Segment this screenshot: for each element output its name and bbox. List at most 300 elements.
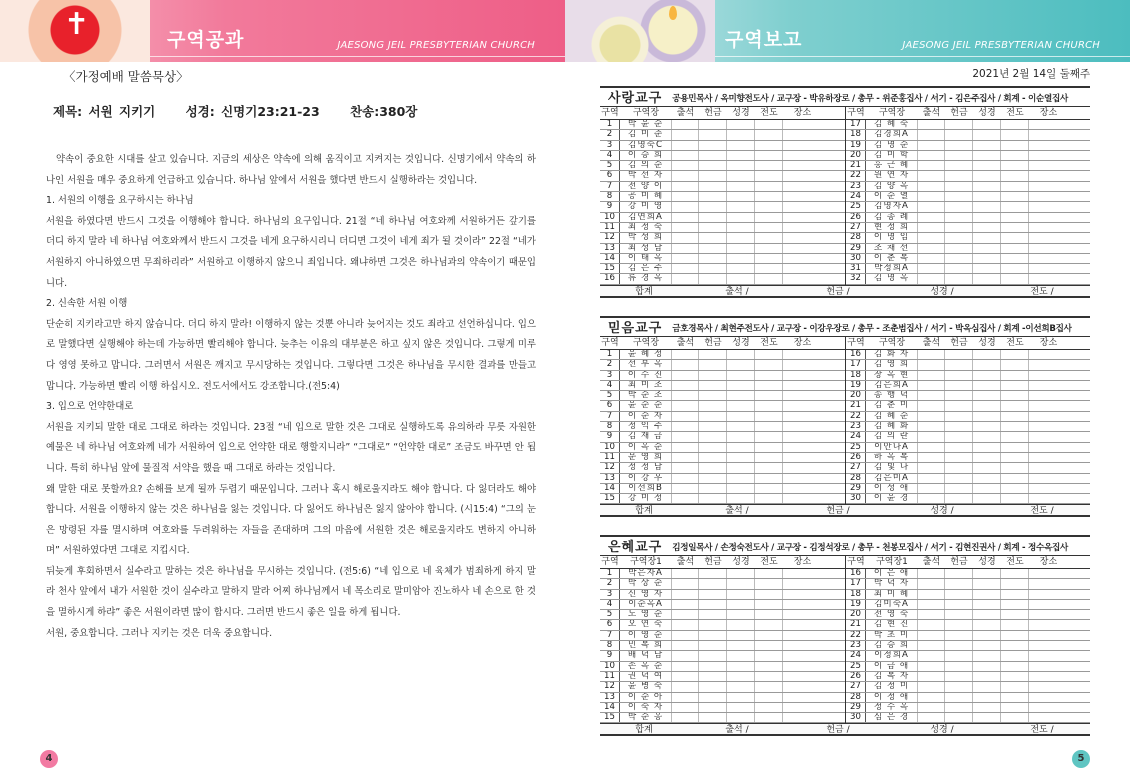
evangelism-cell xyxy=(1001,202,1029,211)
column-header: 성경 xyxy=(732,338,750,348)
bible-cell xyxy=(727,494,755,503)
bible-cell xyxy=(973,254,1001,263)
leader-name: 전 양 이 xyxy=(620,182,672,191)
district-number: 25 xyxy=(846,662,866,671)
bible-cell xyxy=(727,151,755,160)
district-number: 27 xyxy=(846,223,866,232)
district-number: 13 xyxy=(600,474,620,483)
table-row xyxy=(846,182,1090,192)
leader-name: 윤 순 순 xyxy=(620,401,672,410)
bible-cell xyxy=(727,620,755,629)
total-label: 성경 / xyxy=(930,725,954,736)
place-cell xyxy=(783,494,822,503)
attendance-cell xyxy=(918,401,945,410)
table-row xyxy=(600,703,845,713)
offering-cell xyxy=(945,244,973,253)
attendance-cell xyxy=(918,350,945,359)
leader-name: 김 빛 나 xyxy=(866,463,918,472)
offering-cell xyxy=(699,620,727,629)
district-number: 9 xyxy=(600,432,620,441)
place-cell xyxy=(1029,213,1068,222)
place-cell xyxy=(783,484,822,493)
leader-name: 홍 근 혜 xyxy=(866,161,918,170)
offering-cell xyxy=(699,693,727,702)
place-cell xyxy=(1029,693,1068,702)
bible-cell xyxy=(727,682,755,691)
evangelism-cell xyxy=(755,641,783,650)
district-staff: 김정일목사 / 손정숙전도사 / 교구장 - 김정석장로 / 총무 - 천봉모집사 / 서기 - 김현진권사 / 회계 - 정수옥집사 xyxy=(672,543,1069,553)
place-cell xyxy=(783,161,822,170)
evangelism-cell xyxy=(755,672,783,681)
district-number: 18 xyxy=(846,130,866,139)
leader-name: 김 미 학 xyxy=(866,151,918,160)
district-number: 4 xyxy=(600,600,620,609)
evangelism-cell xyxy=(1001,600,1029,609)
offering-cell xyxy=(945,233,973,242)
table-row xyxy=(846,672,1090,682)
bible-cell xyxy=(973,244,1001,253)
leader-name: 정 수 옥 xyxy=(866,703,918,712)
place-cell xyxy=(783,590,822,599)
evangelism-cell xyxy=(1001,579,1029,588)
offering-cell xyxy=(945,713,973,722)
place-cell xyxy=(1029,443,1068,452)
district-block xyxy=(600,535,1090,736)
column-header: 헌금 xyxy=(704,338,722,348)
evangelism-cell xyxy=(1001,713,1029,722)
leader-name: 선 부 옥 xyxy=(620,360,672,369)
district-number: 23 xyxy=(846,182,866,191)
bible-cell xyxy=(973,350,1001,359)
place-cell xyxy=(783,192,822,201)
leader-name: 김연희A xyxy=(620,213,672,222)
attendance-cell xyxy=(918,620,945,629)
table-row xyxy=(600,432,845,442)
district-number: 15 xyxy=(600,494,620,503)
evangelism-cell xyxy=(1001,120,1029,129)
table-row xyxy=(600,350,845,360)
leader-name: 이 정 애 xyxy=(866,693,918,702)
district-number: 30 xyxy=(846,713,866,722)
bible-cell xyxy=(727,371,755,380)
evangelism-cell xyxy=(755,432,783,441)
attendance-cell xyxy=(672,422,699,431)
evangelism-cell xyxy=(755,264,783,273)
offering-cell xyxy=(945,494,973,503)
column-header: 헌금 xyxy=(950,338,968,348)
district-number: 5 xyxy=(600,161,620,170)
district-number: 12 xyxy=(600,463,620,472)
leader-name: 김 양 옥 xyxy=(866,182,918,191)
bible-cell xyxy=(973,391,1001,400)
offering-cell xyxy=(945,254,973,263)
place-cell xyxy=(783,620,822,629)
attendance-cell xyxy=(672,432,699,441)
leader-name: 공 미 혜 xyxy=(620,192,672,201)
place-cell xyxy=(1029,130,1068,139)
evangelism-cell xyxy=(1001,474,1029,483)
district-number: 22 xyxy=(846,631,866,640)
table-row xyxy=(846,703,1090,713)
place-cell xyxy=(1029,703,1068,712)
offering-cell xyxy=(699,610,727,619)
district-title-bar xyxy=(600,86,1090,106)
offering-cell xyxy=(699,453,727,462)
place-cell xyxy=(783,569,822,578)
bible-cell xyxy=(727,264,755,273)
attendance-cell xyxy=(672,171,699,180)
district-number: 19 xyxy=(846,141,866,150)
attendance-cell xyxy=(672,202,699,211)
table-body xyxy=(600,569,1090,723)
attendance-cell xyxy=(672,192,699,201)
table-row xyxy=(846,443,1090,453)
table-row xyxy=(600,401,845,411)
total-label: 성경 / xyxy=(930,286,954,297)
offering-cell xyxy=(699,161,727,170)
offering-cell xyxy=(699,182,727,191)
leader-name: 박정희A xyxy=(866,264,918,273)
bible-cell xyxy=(727,432,755,441)
offering-cell xyxy=(945,120,973,129)
bible-cell xyxy=(973,161,1001,170)
offering-cell xyxy=(945,610,973,619)
offering-cell xyxy=(945,213,973,222)
paragraph: 서원을 하였다면 반드시 그것을 이행해야 합니다. 하나님의 요구입니다. 21절 “네 하나님 여호와께 서원하거든 갚기를 더디 하지 말라 네 하나님 여호와께서 반드시 그것을 네게 요구하시리니 더디면 그것이 네게 죄가 될 것이라” 22절 “네가 서원하지 아니하였으면 무죄하리라” 서원하고 이행하지 않으니 죄입니다. 왜냐하면 그것은 하나님과의 약속이기 때문입니다. xyxy=(46,215,536,289)
bible-cell xyxy=(973,682,1001,691)
paragraph: 왜 말한 대로 못할까요? 손해를 보게 될까 두렵기 때문입니다. 그러나 혹시 해로울지라도 해야 합니다. 다 잃더라도 해야 합니다. 서원을 이행하지 않는 것은 하나님을 잃는 것입니다. 다 잃어도 하나님은 잃지 않아야 합니다. (시15:4) “그의 눈은 망령된 자를 멸시하며 여호와를 두려워하는 자들을 존대하며 그의 마음에 서원한 것은 해로울지라도 변하지 아니하며” 서원하였다면 그대로 지킵시다. xyxy=(46,483,536,557)
table-row xyxy=(600,631,845,641)
district-number: 8 xyxy=(600,192,620,201)
column-header: 구역장1 xyxy=(876,557,908,567)
table-row xyxy=(846,422,1090,432)
offering-cell xyxy=(699,171,727,180)
place-cell xyxy=(1029,569,1068,578)
attendance-cell xyxy=(672,443,699,452)
bible-cell xyxy=(727,422,755,431)
place-cell xyxy=(783,151,822,160)
table-row xyxy=(846,141,1090,151)
table-row xyxy=(846,631,1090,641)
district-number: 27 xyxy=(846,682,866,691)
total-label: 전도 / xyxy=(1030,286,1054,297)
offering-cell xyxy=(699,600,727,609)
district-number: 7 xyxy=(600,182,620,191)
leader-name: 박 윤 순 xyxy=(620,120,672,129)
offering-cell xyxy=(699,254,727,263)
evangelism-cell xyxy=(755,590,783,599)
column-header: 출석 xyxy=(676,108,695,118)
offering-cell xyxy=(945,693,973,702)
attendance-cell xyxy=(672,412,699,421)
attendance-cell xyxy=(918,120,945,129)
bible-cell xyxy=(727,130,755,139)
evangelism-cell xyxy=(1001,590,1029,599)
bible-cell xyxy=(973,130,1001,139)
evangelism-cell xyxy=(1001,391,1029,400)
offering-cell xyxy=(945,141,973,150)
evangelism-cell xyxy=(1001,264,1029,273)
sermon-hymn: 찬송:380장 xyxy=(350,104,418,119)
district-number: 24 xyxy=(846,651,866,660)
table-row xyxy=(600,641,845,651)
evangelism-cell xyxy=(1001,141,1029,150)
attendance-cell xyxy=(918,223,945,232)
attendance-cell xyxy=(672,213,699,222)
table-row xyxy=(600,672,845,682)
total-label: 출석 / xyxy=(725,506,749,517)
bible-cell xyxy=(973,371,1001,380)
offering-cell xyxy=(945,432,973,441)
evangelism-cell xyxy=(1001,151,1029,160)
table-row xyxy=(846,641,1090,651)
leader-name: 이 순 자 xyxy=(620,412,672,421)
attendance-cell xyxy=(918,463,945,472)
leader-name: 문 영 희 xyxy=(620,453,672,462)
offering-cell xyxy=(945,350,973,359)
evangelism-cell xyxy=(755,161,783,170)
district-number: 13 xyxy=(600,244,620,253)
table-row xyxy=(846,371,1090,381)
attendance-cell xyxy=(672,254,699,263)
place-cell xyxy=(783,713,822,722)
leader-name: 김명자A xyxy=(866,202,918,211)
place-cell xyxy=(1029,474,1068,483)
evangelism-cell xyxy=(1001,371,1029,380)
leader-name: 이 강 우 xyxy=(620,474,672,483)
attendance-cell xyxy=(918,662,945,671)
offering-cell xyxy=(699,381,727,390)
district-number: 17 xyxy=(846,579,866,588)
offering-cell xyxy=(699,223,727,232)
attendance-cell xyxy=(918,474,945,483)
district-block xyxy=(600,86,1090,298)
column-header: 출석 xyxy=(922,557,941,567)
place-cell xyxy=(783,264,822,273)
attendance-cell xyxy=(918,182,945,191)
column-header: 구역장 xyxy=(878,338,906,348)
attendance-cell xyxy=(918,371,945,380)
district-number: 23 xyxy=(846,422,866,431)
offering-cell xyxy=(945,569,973,578)
leader-name: 박 순 옹 xyxy=(620,713,672,722)
place-cell xyxy=(783,401,822,410)
evangelism-cell xyxy=(755,381,783,390)
place-cell xyxy=(783,443,822,452)
table-row xyxy=(600,484,845,494)
bible-cell xyxy=(973,401,1001,410)
leader-name: 오 연 숙 xyxy=(620,620,672,629)
place-cell xyxy=(783,120,822,129)
leader-name: 최 정 숙 xyxy=(620,223,672,232)
bible-cell xyxy=(727,672,755,681)
attendance-cell xyxy=(672,620,699,629)
table-row xyxy=(600,171,845,181)
place-cell xyxy=(1029,662,1068,671)
evangelism-cell xyxy=(1001,401,1029,410)
place-cell xyxy=(783,141,822,150)
bible-cell xyxy=(727,233,755,242)
attendance-cell xyxy=(672,161,699,170)
leader-name: 이 순 아 xyxy=(620,693,672,702)
evangelism-cell xyxy=(755,360,783,369)
offering-cell xyxy=(699,651,727,660)
leader-name: 현 정 희 xyxy=(866,223,918,232)
district-number: 26 xyxy=(846,453,866,462)
column-header: 구역장1 xyxy=(630,557,662,567)
table-row xyxy=(600,381,845,391)
table-row xyxy=(600,130,845,140)
table-row xyxy=(846,463,1090,473)
bible-cell xyxy=(727,120,755,129)
evangelism-cell xyxy=(755,391,783,400)
district-number: 11 xyxy=(600,223,620,232)
place-cell xyxy=(783,381,822,390)
table-row xyxy=(600,463,845,473)
paragraph: 2. 신속한 서원 이행 xyxy=(46,298,128,310)
table-row xyxy=(846,610,1090,620)
offering-cell xyxy=(945,391,973,400)
district-name: 은혜교구 xyxy=(608,540,663,555)
leader-name: 박 덕 자 xyxy=(866,579,918,588)
district-number: 4 xyxy=(600,381,620,390)
district-number: 5 xyxy=(600,610,620,619)
district-number: 32 xyxy=(846,274,866,283)
bible-cell xyxy=(727,244,755,253)
bible-cell xyxy=(973,202,1001,211)
evangelism-cell xyxy=(755,484,783,493)
evangelism-cell xyxy=(1001,213,1029,222)
paragraph: 서원을 지키되 말한 대로 그대로 하라는 것입니다. 23절 “네 입으로 말한 것은 그대로 실행하도록 유의하라 무릇 자원한 예물은 네 하나님 여호와께 네가 서원하여 입으로 언약한 대로 행할지니라” “그대로” “언약한 대로” 조금도 바꾸면 안 됩니다. 특히 하나님 앞에 물질적 서약을 했을 때 그대로 하라는 것입니다. xyxy=(46,421,536,474)
evangelism-cell xyxy=(755,453,783,462)
table-row xyxy=(600,453,845,463)
offering-cell xyxy=(945,130,973,139)
district-number: 17 xyxy=(846,360,866,369)
leader-name: 이선희B xyxy=(620,484,672,493)
table-row xyxy=(600,192,845,202)
attendance-cell xyxy=(672,484,699,493)
attendance-cell xyxy=(672,453,699,462)
attendance-cell xyxy=(672,244,699,253)
leader-name: 이 수 진 xyxy=(620,371,672,380)
table-row xyxy=(600,141,845,151)
bible-cell xyxy=(727,579,755,588)
place-cell xyxy=(1029,120,1068,129)
bible-cell xyxy=(973,213,1001,222)
place-cell xyxy=(783,202,822,211)
leader-name: 민 복 희 xyxy=(620,641,672,650)
offering-cell xyxy=(699,484,727,493)
attendance-cell xyxy=(672,474,699,483)
district-number: 29 xyxy=(846,244,866,253)
table-row xyxy=(600,713,845,723)
district-number: 28 xyxy=(846,233,866,242)
evangelism-cell xyxy=(755,401,783,410)
bible-cell xyxy=(973,463,1001,472)
place-cell xyxy=(1029,412,1068,421)
total-label: 헌금 / xyxy=(826,286,850,297)
offering-cell xyxy=(945,703,973,712)
attendance-cell xyxy=(672,401,699,410)
evangelism-cell xyxy=(1001,641,1029,650)
place-cell xyxy=(1029,182,1068,191)
offering-cell xyxy=(945,171,973,180)
district-number: 26 xyxy=(846,213,866,222)
attendance-cell xyxy=(918,202,945,211)
attendance-cell xyxy=(672,264,699,273)
district-number: 7 xyxy=(600,631,620,640)
bible-cell xyxy=(973,600,1001,609)
place-cell xyxy=(1029,381,1068,390)
bible-cell xyxy=(973,274,1001,283)
column-header: 성경 xyxy=(978,338,996,348)
table-row xyxy=(846,453,1090,463)
column-header: 헌금 xyxy=(704,108,722,118)
table-row xyxy=(600,662,845,672)
attendance-cell xyxy=(672,713,699,722)
leader-name: 김경희A xyxy=(866,130,918,139)
leader-name: 장 옥 현 xyxy=(866,371,918,380)
attendance-cell xyxy=(918,641,945,650)
district-block xyxy=(600,316,1090,517)
table-header xyxy=(600,106,1090,120)
table-row xyxy=(846,223,1090,233)
leader-name: 김 종 례 xyxy=(866,213,918,222)
offering-cell xyxy=(945,651,973,660)
column-header: 구역 xyxy=(601,108,619,118)
bible-cell xyxy=(973,432,1001,441)
offering-cell xyxy=(945,422,973,431)
sermon-scripture: 성경: 신명기23:21-23 xyxy=(185,104,320,119)
column-header: 성경 xyxy=(732,108,750,118)
leader-name: 하 옥 복 xyxy=(866,453,918,462)
evangelism-cell xyxy=(755,412,783,421)
attendance-cell xyxy=(672,371,699,380)
attendance-cell xyxy=(672,579,699,588)
leader-name: 노 영 순 xyxy=(620,610,672,619)
place-cell xyxy=(783,274,822,283)
evangelism-cell xyxy=(755,651,783,660)
leader-name: 박 초 미 xyxy=(866,631,918,640)
district-name: 사랑교구 xyxy=(608,91,663,106)
bible-cell xyxy=(727,590,755,599)
place-cell xyxy=(1029,141,1068,150)
page-number: 5 xyxy=(1072,750,1090,768)
evangelism-cell xyxy=(1001,182,1029,191)
district-number: 10 xyxy=(600,213,620,222)
offering-cell xyxy=(699,202,727,211)
offering-cell xyxy=(945,453,973,462)
bible-cell xyxy=(973,641,1001,650)
place-cell xyxy=(1029,620,1068,629)
district-number: 2 xyxy=(600,360,620,369)
paragraph: 뒤늦게 후회하면서 실수라고 말하는 것은 하나님을 무시하는 것입니다. (전5:6) “네 입으로 네 육체가 범죄하게 하지 말라 천사 앞에서 내가 서원한 것이 실수라고 말하지 말라 어찌 하나님께서 네 목소리로 말미암아 진노하사 네 손으로 한 것을 멸하시게 하랴” 좋은 서원이라면 많이 합시다. 그러면 반드시 좋은 일을 하게 됩니다. xyxy=(46,565,536,619)
district-number: 21 xyxy=(846,401,866,410)
table-row xyxy=(600,151,845,161)
offering-cell xyxy=(945,672,973,681)
district-number: 16 xyxy=(600,274,620,283)
place-cell xyxy=(1029,453,1068,462)
table-row xyxy=(846,682,1090,692)
total-label: 헌금 / xyxy=(826,725,850,736)
bible-cell xyxy=(973,422,1001,431)
bible-cell xyxy=(727,693,755,702)
attendance-cell xyxy=(672,391,699,400)
leader-column xyxy=(845,350,1090,504)
page-number: 4 xyxy=(40,750,58,768)
leader-column xyxy=(600,350,845,504)
attendance-cell xyxy=(918,360,945,369)
